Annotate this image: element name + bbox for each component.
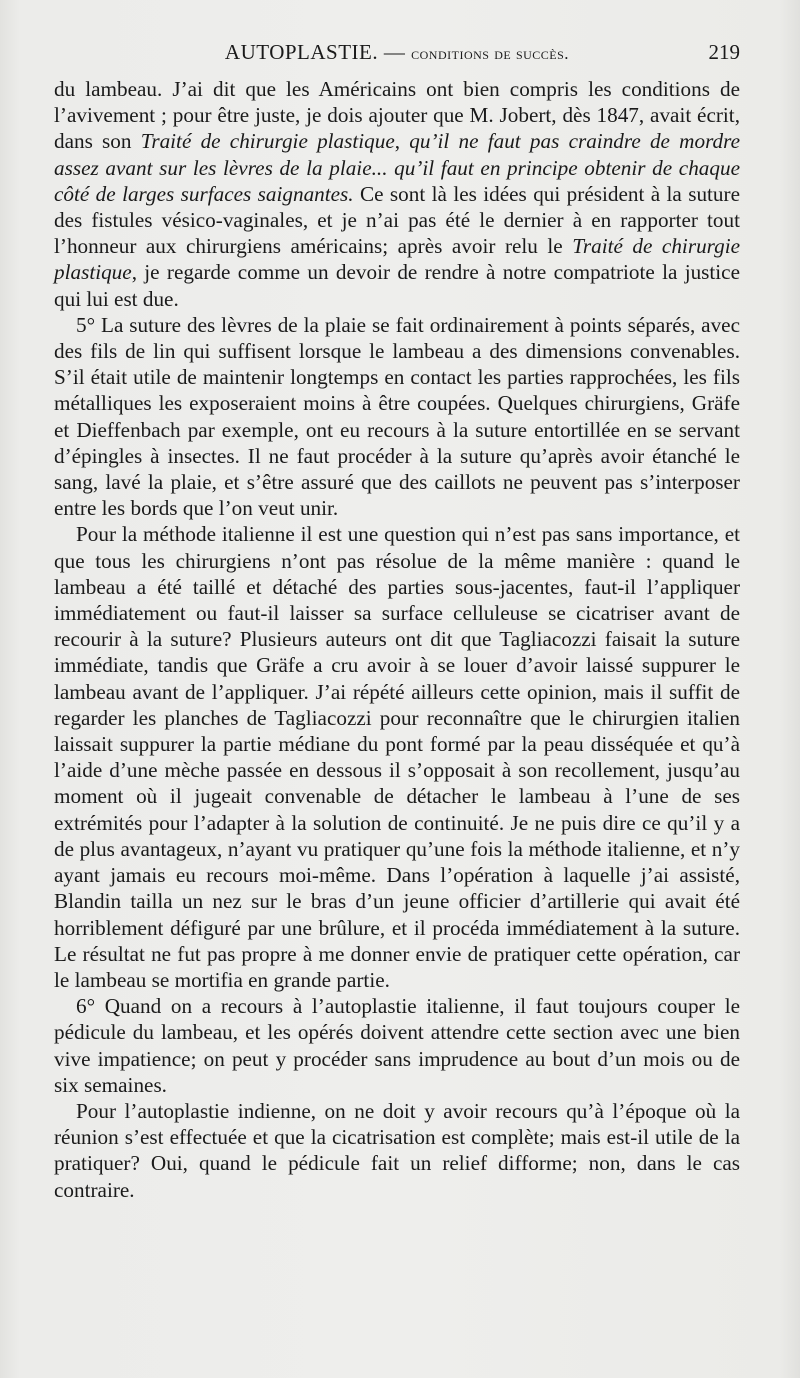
paragraph bbox=[54, 1098, 740, 1203]
running-title-main: AUTOPLASTIE. bbox=[224, 40, 379, 64]
italic-text: Traité de chirurgie plastique bbox=[54, 234, 741, 285]
paragraph bbox=[54, 312, 740, 522]
running-title-separator: — bbox=[383, 40, 406, 64]
running-title bbox=[54, 40, 740, 65]
text-run: du lambeau. J’ai dit que les Américains ont bien compris les conditions de l’avivement ; pour être juste, je dois ajouter que M. Jobert, dès 1847, avait écrit, dans son bbox=[54, 77, 740, 154]
text-run: 6° Quand on a recours à l’autoplastie italienne, il faut toujours couper le pédicule du lambeau, et les opérés doivent attendre cette section avec une bien vive impatience; on peut y procéder sans imprudence au bout d’un mois ou de six semaines. bbox=[54, 994, 740, 1097]
text-run: Ce sont là les idées qui président à la suture des fistules vésico-vaginales, et je n’ai pas été le dernier à en rapporter tout l’honneur aux chirurgiens américains; après avoir relu le bbox=[54, 181, 740, 259]
page-header bbox=[54, 40, 740, 70]
running-title-sub: conditions de succès. bbox=[411, 44, 570, 63]
italic-text: Traité de chirurgie plastique bbox=[140, 129, 395, 154]
text-run: 5° La suture des lèvres de la plaie se fait ordinairement à points séparés, avec des fils de lin qui suffisent lorsque le lambeau a des dimensions convenables. S’il était utile de maintenir longtemps en contact les parties rapprochées, les fils métalliques les exposeraient moins à être coupées. Quelques chirurgiens, Gräfe et Dieffenbach par exemple, ont eu recours à la suture entortillée en se servant d’épingles à insectes. Il ne faut procéder à la suture qu’après avoir étanché le sang, lavé la plaie, et s’être assuré que des caillots ne peuvent pas s’interposer entre les bords que l’on veut unir. bbox=[54, 312, 740, 521]
italic-text: qu’il ne faut pas craindre de mordre assez avant sur les lèvres de la plaie... qu’il faut en principe obtenir de chaque côté de larges surfaces saignantes. bbox=[54, 129, 740, 206]
body-text bbox=[54, 76, 740, 1203]
text-run: Pour la méthode italienne il est une question qui n’est pas sans importance, et que tous les chirurgiens n’ont pas résolue de la même manière : quand le lambeau a été taillé et détaché des parties sous-jacentes, faut-il l’appliquer immédiatement ou faut-il laisser sa surface celluleuse se cicatriser avant de recourir à la suture? Plusieurs auteurs ont dit que Tagliacozzi faisait la suture immédiate, tandis que Gräfe a cru avoir à se louer d’avoir laissé suppurer le lambeau avant de l’appliquer. J’ai répété ailleurs cette opinion, mais il suffit de regarder les planches de Tagliacozzi pour reconnaître que le chirurgien italien laissait suppurer la partie médiane du pont formé par la peau disséquée et qu’à l’aide d’une mèche passée en dessous il s’opposait à son recollement, jusqu’au moment où il jugeait convenable de détacher le lambeau à l’une de ses extrémités pour l’adapter à la solution de continuité. Je ne puis dire ce qu’il y a de plus avantageux, n’ayant vu pratiquer qu’une fois la méthode italienne, et n’y ayant jamais eu recours moi-même. Dans l’opération à laquelle j’ai assisté, Blandin tailla un nez sur le bras d’un jeune officier d’artillerie qui avait été horriblement défiguré par une brûlure, et il procéda immédiatement à la suture. Le résultat ne fut pas propre à me donner envie de pratiquer cette opération, car le lambeau se mortifia en grande partie. bbox=[54, 522, 740, 992]
paragraph bbox=[54, 76, 740, 312]
paragraph bbox=[54, 521, 740, 993]
text-run: Pour l’autoplastie indienne, on ne doit y avoir recours qu’à l’époque où la réunion s’est effectuée et que la cicatrisation est complète; mais est-il utile de la pratiquer? Oui, quand le pédicule fait un relief difforme; non, dans le cas contraire. bbox=[54, 1098, 740, 1202]
text-run: , bbox=[394, 129, 410, 154]
paragraph bbox=[54, 993, 740, 1098]
page-number: 219 bbox=[708, 40, 740, 64]
text-run: , je regarde comme un devoir de rendre à notre compatriote la justice qui lui est due. bbox=[54, 260, 740, 311]
